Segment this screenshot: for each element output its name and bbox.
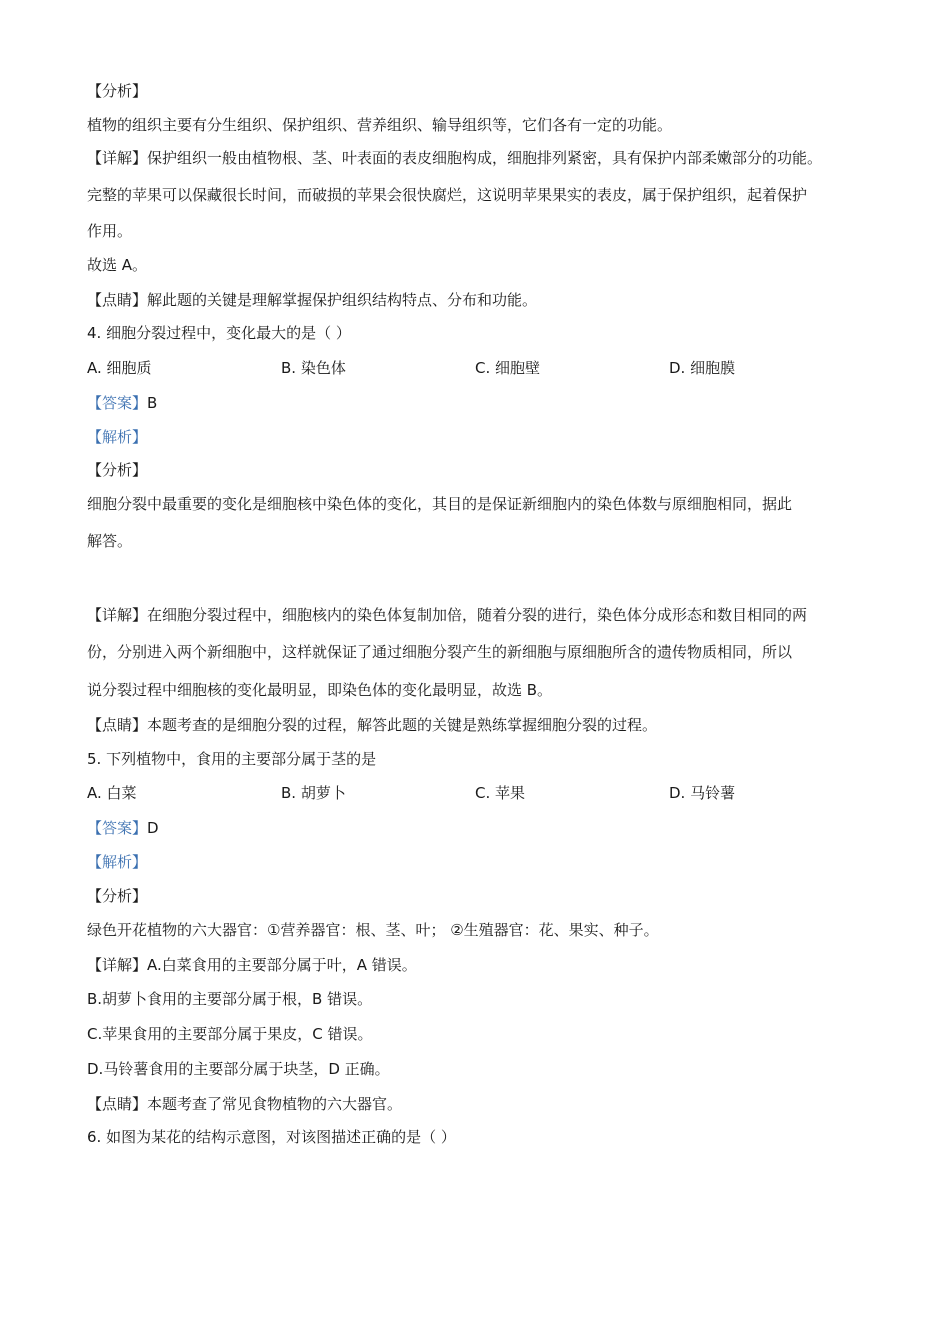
q4-question: 4. 细胞分裂过程中，变化最大的是（ ） (87, 324, 351, 342)
q5-explain-label: 【解析】 (87, 853, 148, 871)
q5-option-a: A. 白菜 (87, 784, 137, 802)
q6-question: 6. 如图为某花的结构示意图，对该图描述正确的是（ ） (87, 1128, 456, 1146)
q4-option-b: B. 染色体 (281, 359, 346, 377)
q4-detail-line-1: 【详解】在细胞分裂过程中，细胞核内的染色体复制加倍，随着分裂的进行，染色体分成形态和数目相同的两 (87, 606, 808, 624)
q5-option-c: C. 苹果 (475, 784, 526, 802)
q5-analysis-label: 【分析】 (87, 887, 148, 905)
q5-answer-label: 【答案】 (87, 819, 148, 837)
q5-option-b: B. 胡萝卜 (281, 784, 346, 802)
q4-analysis-line-1: 细胞分裂中最重要的变化是细胞核中染色体的变化，其目的是保证新细胞内的染色体数与原细胞相同，据此 (87, 495, 793, 513)
q5-option-d: D. 马铃薯 (669, 784, 736, 802)
q5-detail-b: B.胡萝卜食用的主要部分属于根，B 错误。 (87, 990, 373, 1008)
q5-answer-value: D (147, 819, 159, 837)
q4-option-d: D. 细胞膜 (669, 359, 736, 377)
q5-detail-a: 【详解】A.白菜食用的主要部分属于叶，A 错误。 (87, 956, 417, 974)
q4-analysis-label: 【分析】 (87, 461, 148, 479)
q3-detail-line-1: 【详解】保护组织一般由植物根、茎、叶表面的表皮细胞构成，细胞排列紧密，具有保护内部柔嫩部分的功能。 (87, 149, 823, 167)
q4-option-a: A. 细胞质 (87, 359, 152, 377)
q3-conclusion: 故选 A。 (87, 256, 148, 274)
q5-detail-d: D.马铃薯食用的主要部分属于块茎，D 正确。 (87, 1060, 390, 1078)
q5-answer (87, 818, 159, 838)
q5-question: 5. 下列植物中，食用的主要部分属于茎的是 (87, 750, 377, 768)
q4-answer-value: B (147, 394, 158, 412)
q3-comment: 【点睛】解此题的关键是理解掌握保护组织结构特点、分布和功能。 (87, 291, 538, 309)
q4-analysis-line-2: 解答。 (87, 532, 133, 550)
q4-option-c: C. 细胞壁 (475, 359, 541, 377)
q3-detail-line-3: 作用。 (87, 222, 133, 240)
q5-detail-c: C.苹果食用的主要部分属于果皮，C 错误。 (87, 1025, 373, 1043)
q3-analysis-label: 【分析】 (87, 82, 148, 100)
q4-comment: 【点睛】本题考查的是细胞分裂的过程，解答此题的关键是熟练掌握细胞分裂的过程。 (87, 716, 658, 734)
q4-answer-label: 【答案】 (87, 394, 148, 412)
q4-explain-label: 【解析】 (87, 428, 148, 446)
q4-detail-line-3: 说分裂过程中细胞核的变化最明显，即染色体的变化最明显，故选 B。 (87, 681, 553, 699)
q3-detail-line-2: 完整的苹果可以保藏很长时间，而破损的苹果会很快腐烂，这说明苹果果实的表皮，属于保护组织，起着保护 (87, 186, 808, 204)
q4-answer (87, 393, 157, 413)
q5-analysis-text: 绿色开花植物的六大器官：①营养器官：根、茎、叶； ②生殖器官：花、果实、种子。 (87, 921, 659, 939)
q5-comment: 【点睛】本题考查了常见食物植物的六大器官。 (87, 1095, 403, 1113)
q3-analysis-text: 植物的组织主要有分生组织、保护组织、营养组织、输导组织等，它们各有一定的功能。 (87, 116, 673, 134)
q4-detail-line-2: 份，分别进入两个新细胞中，这样就保证了通过细胞分裂产生的新细胞与原细胞所含的遗传物质相同，所以 (87, 643, 793, 661)
